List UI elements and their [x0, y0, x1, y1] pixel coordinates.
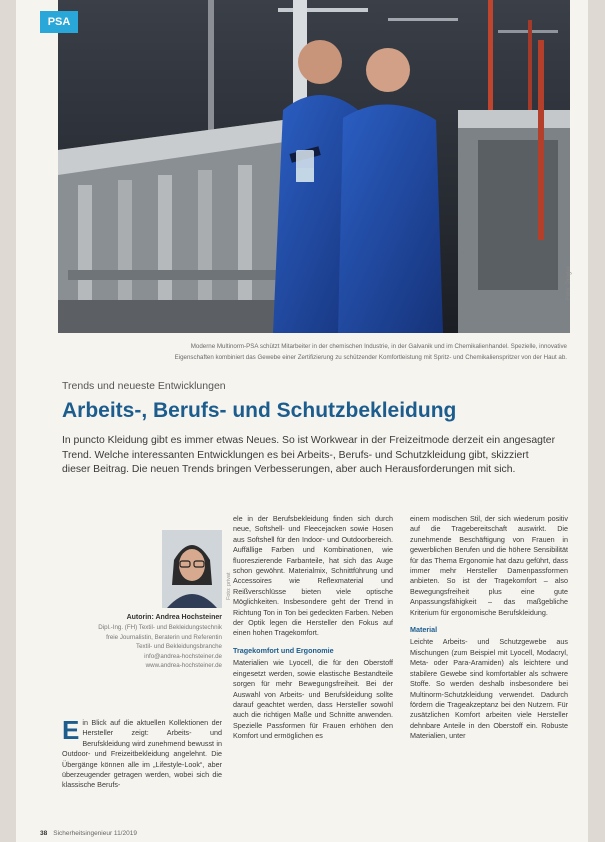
author-line: Textil- und Bekleidungsbranche	[136, 643, 222, 650]
author-line: Dipl.-Ing. (FH) Textil- und Bekleidungstechnik	[98, 624, 222, 631]
page-number: 38	[40, 830, 48, 837]
body-text: Leichte Arbeits- und Schutzgewebe aus Mischungen (zum Beispiel mit Lyocell, Modacryl, Meta- oder Para-Aramiden) als leichtere und stabilere Gewebe sind komfortabler als schwere Stoffe. So werden deshalb insbesondere bei Multinorm-Schutzkleidung verwendet. Dadurch fördern die Trageakzeptanz bei den Nutzern. Für zusätzlichen Komfort arbeiten viele Hersteller dehnbare Anteile in den Oberstoff ein. Robuste Materialien, unter	[410, 637, 568, 741]
article-title: Arbeits-, Berufs- und Schutzbekleidung	[62, 399, 457, 422]
body-column-2	[233, 514, 393, 742]
author-website: www.andrea-hochsteiner.de	[145, 662, 222, 669]
body-text: Materialien wie Lyocell, die für den Oberstoff eingesetzt werden, sowie elastische Bestandteile sorgen für mehr Bewegungsfreiheit. Bei der Auswahl von Arbeits- und Berufskleidung sollte darauf geachtet werden, dass Hersteller sowohl auch die richtigen Maße und Schnitte anwenden. Spezielle Passformen für Frauen erhöhen den Komfort und ermöglichen es	[233, 658, 393, 741]
author-box	[62, 614, 222, 671]
subheading: Tragekomfort und Ergonomie	[233, 645, 334, 655]
photo-caption	[62, 341, 567, 363]
article-lead: In puncto Kleidung gibt es immer etwas Neues. So ist Workwear in der Freizeitmode derzeit ein angesagter Trend. Welche interessanten Entwicklungen es bei Arbeits-, Berufs- und Schutzkleidung gibt, skizziert dieser Beitrag. Die neuen Trends bringen Verbesserungen, aber auch Herausforderungen mit sich.	[62, 435, 556, 475]
photo-illustration	[58, 0, 570, 333]
author-name: Autorin: Andrea Hochsteiner	[126, 614, 222, 621]
publication-name: Sicherheitsingenieur 11/2019	[53, 830, 137, 837]
article-photo	[58, 0, 570, 333]
body-text: ele in der Berufsbekleidung finden sich durch neue, Softshell- und Fleecejacken sowie Hosen aus Softshell für den Indoor- und Outdoorbereich. Auffällige Farben und Kombinationen, wie fluoreszierende Farbanteile, hat sich das Auge schon gewöhnt. Materialmix, Schnittführung und Accessoires wie Reflexmaterial und Reißverschlüsse bieten viele optische Möglichkeiten. Insbesondere geht der Trend in Richtung Ton in Ton bei gedeckten Farben. Neben der Optik legen die Hersteller den Fokus auf einen hohen Tragekomfort.	[233, 514, 393, 638]
photo-credit: Foto: Dräger	[566, 266, 572, 300]
body-text: in Blick auf die aktuellen Kollektionen der Hersteller zeigt: Arbeits- und Berufskleidung wird zunehmend bewusst in Outdoor- und Freizeitbekleidung angelehnt. Die Übergänge können alle im „Lifestyle-Look“, aber überzeugender getragen werden, wobei sich die klassische Berufs-	[62, 718, 222, 790]
caption-line-1: Moderne Multinorm-PSA schützt Mitarbeiter in der chemischen Industrie, in der Galvanik und im Chemikalienhandel. Spezielle, innovative	[190, 343, 567, 350]
author-email: info@andrea-hochsteiner.de	[144, 652, 222, 660]
author-portrait	[162, 530, 222, 608]
page-footer	[40, 830, 137, 837]
body-column-1	[62, 715, 222, 791]
section-tab: PSA	[40, 11, 78, 33]
subheading: Material	[410, 625, 438, 635]
author-line: freie Journalistin, Beraterin und Referentin	[106, 633, 222, 641]
caption-line-2: Eigenschaften kombiniert das Gewebe einer Zertifizierung zu schützender Komfortleistung mit Spritz- und Chemikalienspritzer von der Haut ab.	[174, 354, 567, 361]
body-column-3	[410, 514, 568, 742]
body-text: einem modischen Stil, der sich wiederum positiv auf die Tragebereitschaft auswirkt. Die zunehmende Beschäftigung von Frauen in gewerblichen Berufen und die höhere Sensibilität für das Thema Ergonomie hat dazu geführt, dass immer mehr Hersteller Damenpassformen anbieten. So ist der Tragekomfort – also Bewegungsfreiheit plus eine gute Anpassungsfähigkeit – das maßgebliche Kriterium für ergonomische Berufskleidung.	[410, 514, 568, 617]
portrait-credit: Foto: privat	[226, 572, 232, 600]
article-kicker: Trends und neueste Entwicklungen	[62, 380, 226, 392]
drop-cap: E	[62, 715, 80, 745]
